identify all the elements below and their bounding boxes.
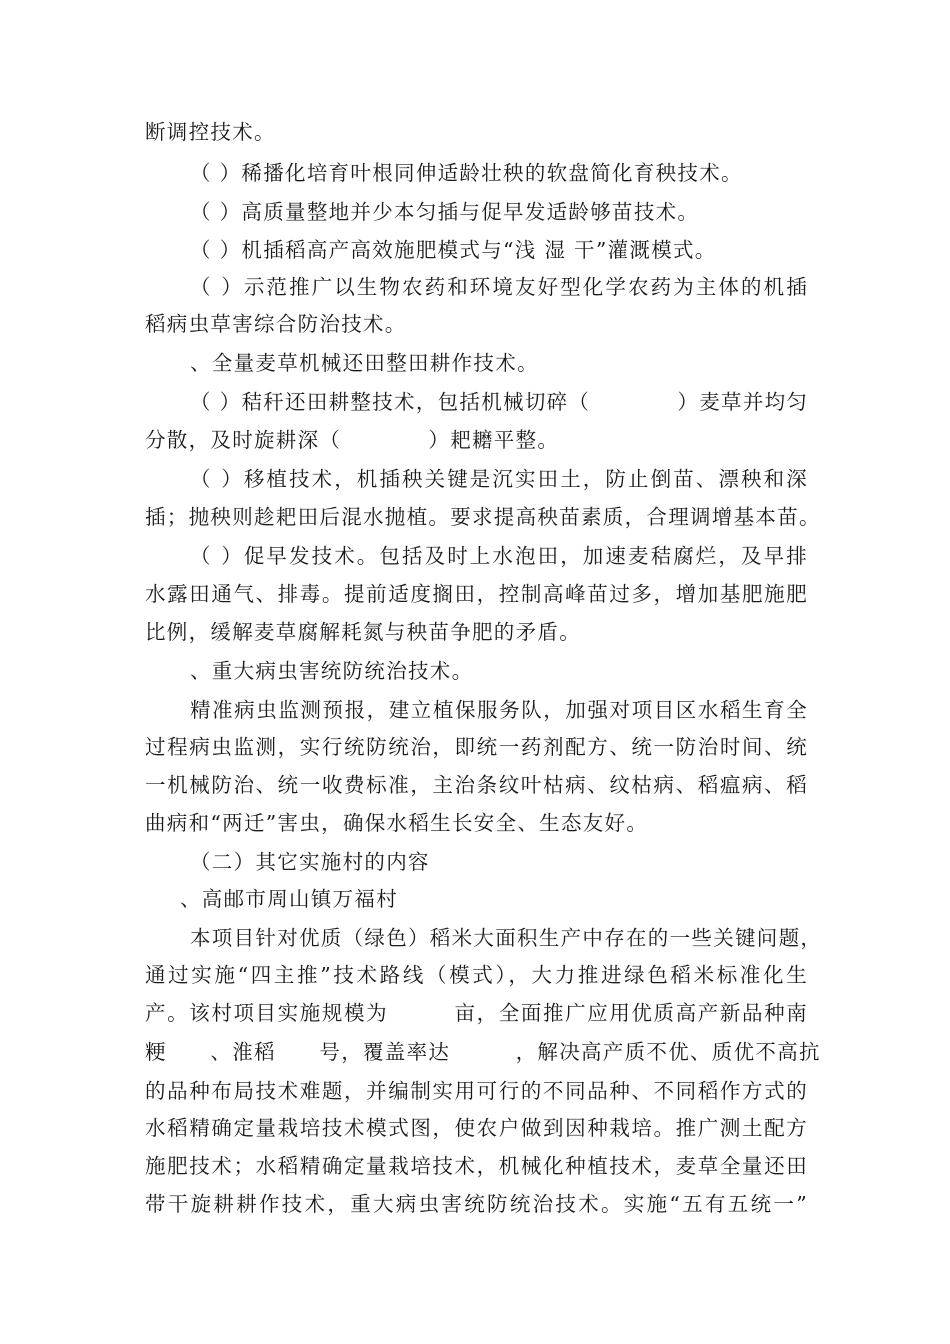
text-line: 产。该村项目实施规模为 亩，全面推广应用优质高产新品种南 — [145, 1001, 808, 1025]
text-line: 水露田通气、排毒。提前适度搁田，控制高峰苗过多，增加基肥施肥 — [145, 582, 808, 606]
text-line: 通过实施“四主推”技术路线（模式），大力推进绿色稻米标准化生 — [145, 963, 808, 987]
text-line: 一机械防治、统一收费标准，主治条纹叶枯病、纹枯病、稻瘟病、稻 — [145, 773, 808, 797]
text-line: 过程病虫监测，实行统防统治，即统一药剂配方、统一防治时间、统 — [145, 735, 808, 759]
section-heading: （二）其它实施村的内容 — [190, 850, 430, 874]
text-line: 曲病和“两迁”害虫，确保水稻生长安全、生态友好。 — [145, 811, 649, 835]
text-line: 带干旋耕耕作技术，重大病虫害统防统治技术。实施“五有五统一” — [145, 1192, 808, 1216]
text-line: （ ）机插稻高产高效施肥模式与“浅 湿 干”灌溉模式。 — [190, 238, 717, 262]
text-line: （ ）高质量整地并少本匀插与促早发适龄够苗技术。 — [190, 200, 700, 224]
text-line: 的品种布局技术难题，并编制实用可行的不同品种、不同稻作方式的 — [145, 1079, 808, 1103]
text-line: 分散，及时旋耕深（ ）耙耱平整。 — [145, 428, 560, 452]
text-line: 断调控技术。 — [145, 120, 276, 144]
section-heading: 、全量麦草机械还田整田耕作技术。 — [190, 351, 539, 375]
text-line: 稻病虫草害综合防治技术。 — [145, 312, 407, 336]
text-line: 精准病虫监测预报，建立植保服务队，加强对项目区水稻生育全 — [190, 698, 808, 722]
text-line: （ ）稀播化培育叶根同伸适龄壮秧的软盘简化育秧技术。 — [190, 161, 743, 185]
text-line: 水稻精确定量栽培技术模式图，使农户做到因种栽培。推广测土配方 — [145, 1116, 808, 1140]
section-heading: 、重大病虫害统防统治技术。 — [190, 659, 474, 683]
text-line: （ ）移植技术，机插秧关键是沉实田土，防止倒苗、漂秧和深 — [190, 467, 808, 491]
text-line: 本项目针对优质（绿色）稻米大面积生产中存在的一些关键问题， — [190, 926, 823, 950]
text-line: （ ）示范推广以生物农药和环境友好型化学农药为主体的机插 — [190, 275, 808, 299]
text-line: 插；抛秧则趁耙田后混水抛植。要求提高秧苗素质，合理调增基本苗。 — [145, 505, 821, 529]
section-heading: 、高邮市周山镇万福村 — [180, 887, 398, 911]
text-line: 粳 、淮稻 号，覆盖率达 ，解决高产质不优、质优不高抗 — [145, 1040, 821, 1064]
text-line: （ ）促早发技术。包括及时上水泡田，加速麦秸腐烂，及早排 — [190, 544, 808, 568]
text-line: 比例，缓解麦草腐解耗氮与秧苗争肥的矛盾。 — [145, 620, 581, 644]
text-line: 施肥技术；水稻精确定量栽培技术，机械化种植技术，麦草全量还田 — [145, 1154, 808, 1178]
text-line: （ ）秸秆还田耕整技术，包括机械切碎（ ）麦草并均匀 — [190, 390, 809, 414]
